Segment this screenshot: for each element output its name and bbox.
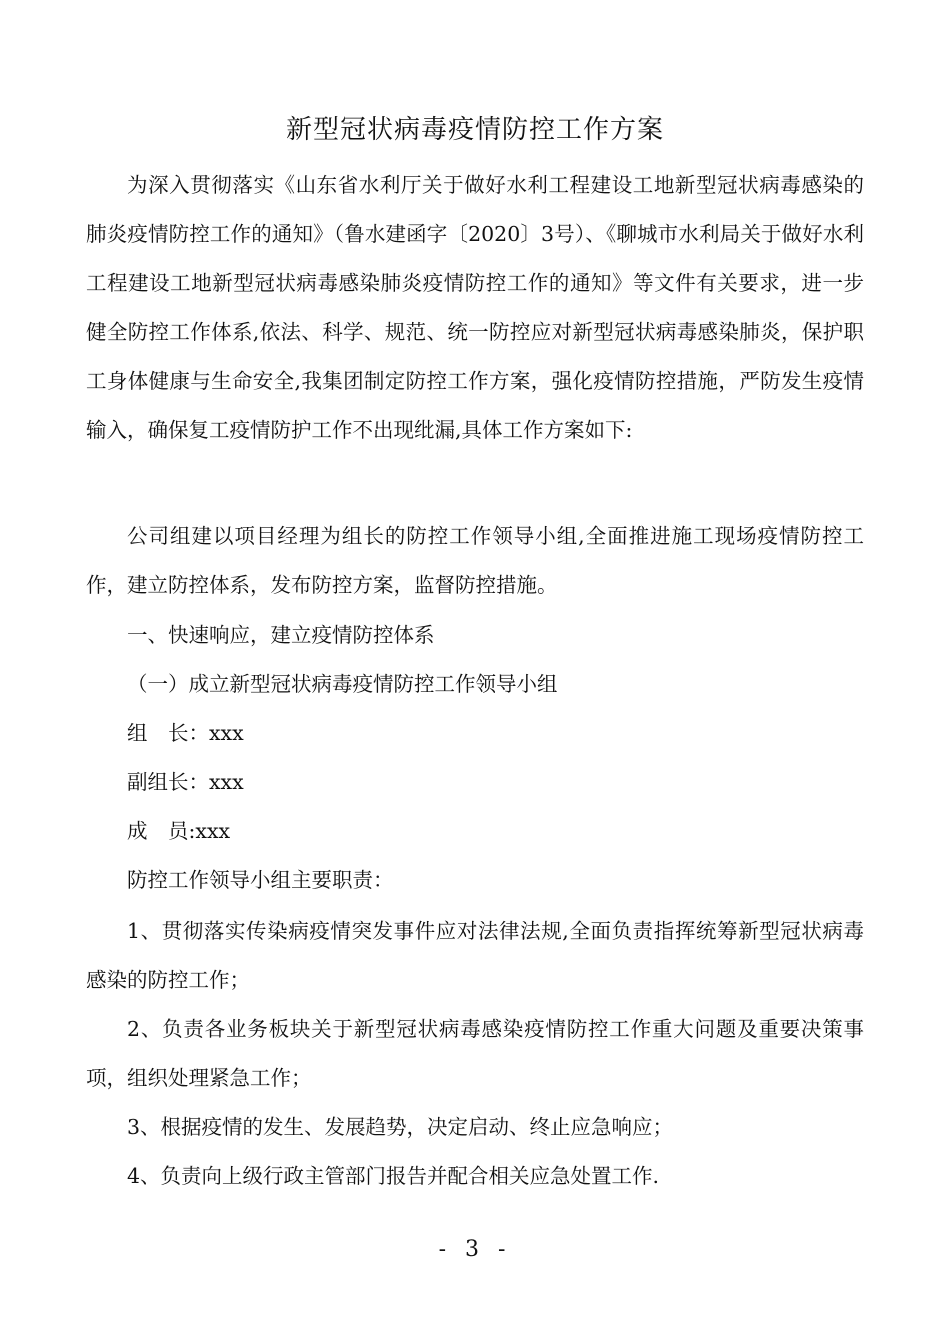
organization-section	[86, 512, 864, 610]
section-heading: 一、快速响应，建立疫情防控体系	[127, 623, 435, 647]
duty-item: 2、负责各业务板块关于新型冠状病毒感染疫情防控工作重大问题及重要决策事项，组织处理紧急工作；	[86, 1017, 864, 1090]
duty-item: 3、根据疫情的发生、发展趋势，决定启动、终止应急响应；	[127, 1115, 674, 1139]
duties-heading: 防控工作领导小组主要职责：	[127, 868, 394, 892]
page-number: - 3 -	[438, 1237, 512, 1262]
document-title: 新型冠状病毒疫情防控工作方案	[285, 115, 664, 145]
deputy-leader-line: 副组长：xxx	[127, 770, 244, 794]
intro-section	[86, 161, 864, 455]
team-section	[86, 611, 864, 905]
team-leader-line: 组 长：xxx	[127, 721, 244, 745]
intro-paragraph: 为深入贯彻落实《山东省水利厅关于做好水利工程建设工地新型冠状病毒感染的肺炎疫情防控工作的通知》（鲁水建函字〔2020〕3号）、《聊城市水利局关于做好水利工程建设工地新型冠状病毒感染肺炎疫情防控工作的通知》等文件有关要求，进一步健全防控工作体系,依法、科学、规范、统一防控应对新型冠状病毒感染肺炎，保护职工身体健康与生命安全,我集团制定防控工作方案，强化疫情防控措施，严防发生疫情输入，确保复工疫情防护工作不出现纰漏,具体工作方案如下:	[86, 173, 864, 442]
duties-list	[86, 907, 864, 1201]
duty-item: 1、贯彻落实传染病疫情突发事件应对法律法规,全面负责指挥统筹新型冠状病毒感染的防控工作；	[86, 919, 864, 992]
members-line: 成 员:xxx	[127, 819, 231, 843]
duty-item: 4、负责向上级行政主管部门报告并配合相关应急处置工作.	[127, 1164, 660, 1188]
organization-paragraph: 公司组建以项目经理为组长的防控工作领导小组,全面推进施工现场疫情防控工作，建立防控体系，发布防控方案，监督防控措施。	[86, 524, 864, 597]
subsection-heading: （一）成立新型冠状病毒疫情防控工作领导小组	[127, 672, 558, 696]
